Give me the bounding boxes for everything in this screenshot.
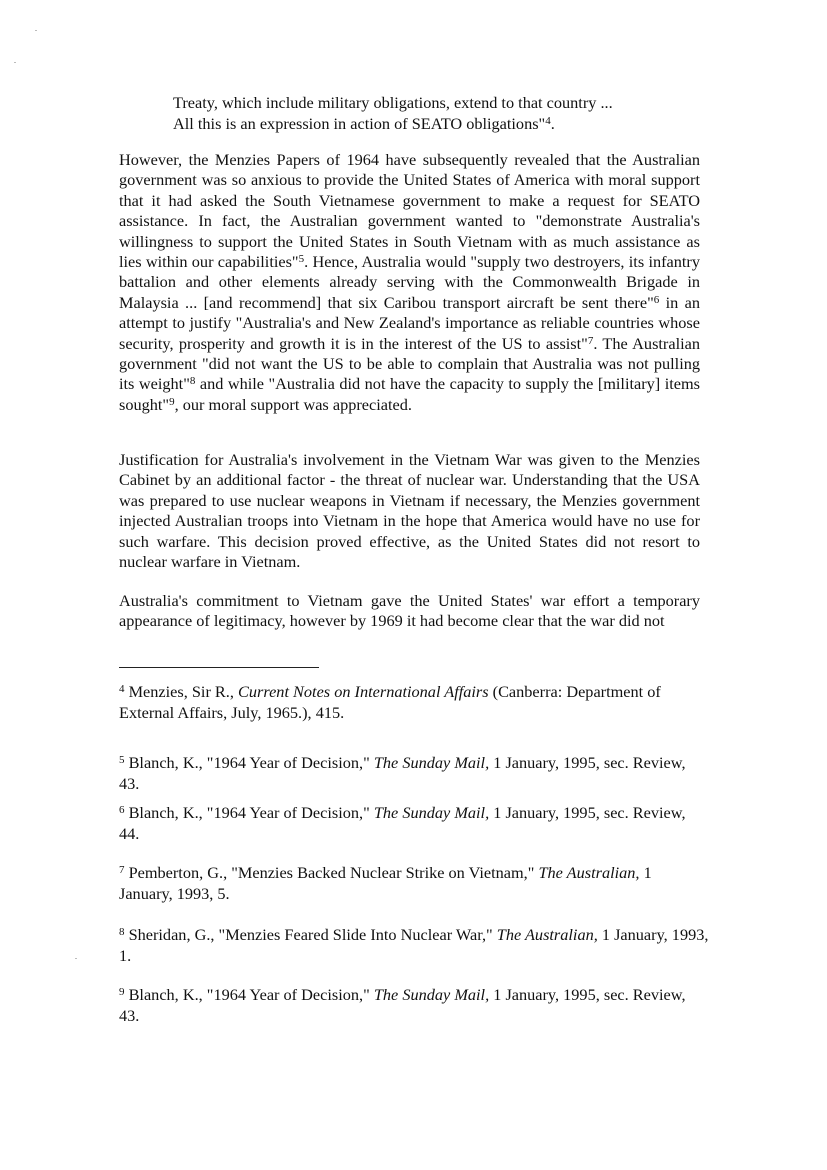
footnote-number: 8 xyxy=(119,926,125,938)
footnote-5 xyxy=(119,752,709,794)
footnote-ref[interactable]: 8 xyxy=(189,375,196,388)
body-paragraph: Australia's commitment to Vietnam gave the United States' war effort a temporary appearance of legitimacy, however by 1969 it had become clear that the war did not xyxy=(119,591,700,631)
quote-text: All this is an expression in action of SEATO obligations" xyxy=(173,114,546,133)
paragraph-text: in an attempt to justify "Australia's and New Zealand's importance as reliable countries whose security, prosperity and growth it is in the interest of the US to assist" xyxy=(119,292,700,353)
footnote-text: Pemberton, G., "Menzies Backed Nuclear Strike on Vietnam," xyxy=(124,863,539,882)
scan-speck xyxy=(14,62,16,63)
scan-speck xyxy=(75,958,77,959)
footnote-text: Sheridan, G., "Menzies Feared Slide Into Nuclear War," xyxy=(124,925,497,944)
publication-title: The Australian, xyxy=(538,863,640,882)
footnote-ref[interactable]: 7 xyxy=(587,334,594,347)
footnote-text: Blanch, K., "1964 Year of Decision," xyxy=(124,985,374,1004)
footnote-separator xyxy=(119,667,319,668)
quote-line xyxy=(173,113,733,134)
footnote-ref[interactable]: 5 xyxy=(298,253,305,266)
publication-title: Current Notes on International Affairs xyxy=(238,682,489,701)
footnote-number: 7 xyxy=(119,864,125,876)
body-paragraph xyxy=(119,150,700,415)
publication-title: The Sunday Mail, xyxy=(373,803,490,822)
footnote-text: 1 January, 1995, sec. Review, 44. xyxy=(119,803,686,843)
footnote-number: 6 xyxy=(119,804,125,816)
footnote-ref[interactable]: 4 xyxy=(545,115,551,127)
footnote-number: 9 xyxy=(119,986,125,998)
scan-speck xyxy=(35,30,37,31)
paragraph-text: . The Australian government "did not want the US to be able to complain that Australia was not pulling its weight" xyxy=(119,333,700,394)
footnote-9 xyxy=(119,984,709,1026)
footnote-text: 1 January, 1993, 5. xyxy=(119,863,652,903)
paragraph-text: . Hence, Australia would "supply two destroyers, its infantry battalion and other elements already serving with the Commonwealth Brigade in Malaysia ... [and recommend] that six Caribou transport aircraft be sent there" xyxy=(119,252,700,312)
footnote-number: 4 xyxy=(119,683,125,695)
body-paragraph: Justification for Australia's involvement in the Vietnam War was given to the Menzies Cabinet by an additional factor - the threat of nuclear war. Understanding that the USA was prepared to use nuclear weapons in Vietnam if necessary, the Menzies government injected Australian troops into Vietnam in the hope that America would have no use for such warfare. This decision proved effective, as the United States did not resort to nuclear warfare in Vietnam. xyxy=(119,450,700,572)
footnote-text: Blanch, K., "1964 Year of Decision," xyxy=(124,803,374,822)
publication-title: The Sunday Mail, xyxy=(373,985,490,1004)
footnote-7 xyxy=(119,862,709,904)
footnote-text: 1 January, 1995, sec. Review, 43. xyxy=(119,985,686,1025)
footnote-ref[interactable]: 6 xyxy=(653,293,660,306)
publication-title: The Sunday Mail, xyxy=(373,753,490,772)
footnote-text: Menzies, Sir R., xyxy=(124,682,239,701)
footnote-number: 5 xyxy=(119,754,125,766)
footnote-ref[interactable]: 9 xyxy=(169,395,175,408)
paragraph-text: , our moral support was appreciated. xyxy=(174,394,412,414)
publication-title: The Australian, xyxy=(496,925,598,944)
footnote-text: (Canberra: Department of External Affairs, July, 1965.), 415. xyxy=(119,682,661,722)
quote-text: . xyxy=(550,114,555,133)
quote-line: Treaty, which include military obligations, extend to that country ... xyxy=(173,93,613,112)
footnote-text: 1 January, 1993, 1. xyxy=(119,925,709,965)
block-quote xyxy=(173,92,733,134)
paragraph-text: and while "Australia did not have the capacity to supply the [military] items sought" xyxy=(119,374,700,414)
footnote-4 xyxy=(119,681,709,723)
footnote-6 xyxy=(119,802,709,844)
footnote-text: Blanch, K., "1964 Year of Decision," xyxy=(124,753,374,772)
paragraph-text: However, the Menzies Papers of 1964 have subsequently revealed that the Australian government was so anxious to provide the United States of America with moral support that it had asked the South Vietnamese government to make a request for SEATO assistance. In fact, the Australian government wanted to "demonstrate Australia's willingness to support the United States in South Vietnam with as much assistance as lies within our capabilities" xyxy=(119,150,700,272)
footnote-8 xyxy=(119,924,709,966)
footnote-text: 1 January, 1995, sec. Review, 43. xyxy=(119,753,686,793)
